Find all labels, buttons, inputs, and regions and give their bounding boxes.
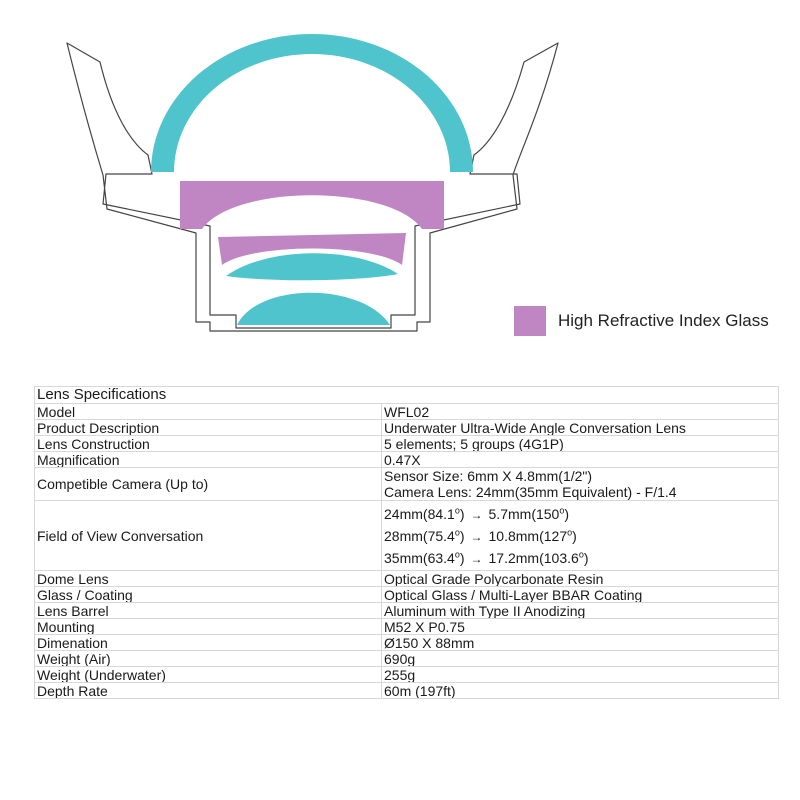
table-row xyxy=(35,571,779,587)
spec-value: Optical Grade Polycarbonate Resin xyxy=(382,571,779,587)
table-row xyxy=(35,587,779,603)
spec-value: 255g xyxy=(382,667,779,683)
table-title: Lens Specifications xyxy=(35,387,779,404)
spec-value: WFL02 xyxy=(382,404,779,420)
spec-label: Depth Rate xyxy=(35,683,382,699)
degree-mark: o xyxy=(567,526,573,537)
spec-value xyxy=(382,501,779,571)
spec-label: Product Description xyxy=(35,420,382,436)
table-row xyxy=(35,420,779,436)
fov-from-angle: 84.1 xyxy=(427,505,455,522)
meniscus-lens-element xyxy=(226,253,398,280)
spec-value: Underwater Ultra-Wide Angle Conversation Lens xyxy=(382,420,779,436)
spec-label: Lens Construction xyxy=(35,436,382,452)
fov-from-focal: 28mm xyxy=(384,527,423,544)
high-refractive-element-1 xyxy=(180,181,444,229)
degree-mark: o xyxy=(454,504,460,515)
table-row xyxy=(35,452,779,468)
table-row xyxy=(35,468,779,501)
legend-swatch xyxy=(514,306,546,336)
spec-value xyxy=(382,468,779,501)
spec-value: 5 elements; 5 groups (4G1P) xyxy=(382,436,779,452)
spec-label: Lens Barrel xyxy=(35,603,382,619)
table-row xyxy=(35,619,779,635)
spec-label: Glass / Coating xyxy=(35,587,382,603)
table-row xyxy=(35,501,779,571)
fov-from-angle: 63.4 xyxy=(427,549,455,566)
spec-label: Dimenation xyxy=(35,635,382,651)
fov-to-focal: 10.8mm xyxy=(488,527,540,544)
table-row xyxy=(35,404,779,420)
spec-value: 0.47X xyxy=(382,452,779,468)
spec-label: Magnification xyxy=(35,452,382,468)
table-row xyxy=(35,436,779,452)
camera-lens-line: Camera Lens: 24mm(35mm Equivalent) - F/1.4 xyxy=(384,484,677,500)
dome-lens-element xyxy=(151,34,473,172)
table-row xyxy=(35,683,779,699)
degree-mark: o xyxy=(559,504,565,515)
fov-to-angle: 127 xyxy=(543,527,568,544)
spec-label: Mounting xyxy=(35,619,382,635)
spec-value: M52 X P0.75 xyxy=(382,619,779,635)
spec-value: Optical Glass / Multi-Layer BBAR Coating xyxy=(382,587,779,603)
table-title-row xyxy=(35,387,779,404)
spec-label: Weight (Underwater) xyxy=(35,667,382,683)
fov-to-focal: 17.2mm xyxy=(488,549,540,566)
spec-value: 60m (197ft) xyxy=(382,683,779,699)
fov-from-focal: 24mm xyxy=(384,505,423,522)
degree-mark: o xyxy=(578,548,584,559)
fov-from-angle: 75.4 xyxy=(427,527,455,544)
degree-mark: o xyxy=(454,526,460,537)
arrow-icon: → xyxy=(470,551,483,566)
spec-label: Competible Camera (Up to) xyxy=(35,468,382,501)
fov-line: $35mm(63.4^o) \to 17.2mm(103.6^o)$ xyxy=(384,547,778,569)
arrow-icon: → xyxy=(470,507,483,522)
rear-lens-element xyxy=(237,293,390,325)
spec-label: Weight (Air) xyxy=(35,651,382,667)
spec-label: Dome Lens xyxy=(35,571,382,587)
table-row xyxy=(35,651,779,667)
fov-to-angle: 150 xyxy=(535,505,560,522)
degree-mark: o xyxy=(454,548,460,559)
fov-line: $24mm(84.1^o) \to 5.7mm(150^o)$ xyxy=(384,503,778,525)
spec-label: Field of View Conversation xyxy=(35,501,382,571)
sensor-size-line: Sensor Size: 6mm X 4.8mm(1/2") xyxy=(384,468,593,484)
fov-to-angle: 103.6 xyxy=(543,549,579,566)
table-row xyxy=(35,667,779,683)
table-row xyxy=(35,635,779,651)
spec-value: Aluminum with Type II Anodizing xyxy=(382,603,779,619)
fov-from-focal: 35mm xyxy=(384,549,423,566)
lens-specifications-table xyxy=(34,386,779,699)
table-row xyxy=(35,603,779,619)
fov-to-focal: 5.7mm xyxy=(488,505,532,522)
diagram-legend xyxy=(514,306,769,336)
spec-label: Model xyxy=(35,404,382,420)
arrow-icon: → xyxy=(470,529,483,544)
fov-line: $28mm(75.4^o) \to 10.8mm(127^o)$ xyxy=(384,525,778,547)
spec-value: 690g xyxy=(382,651,779,667)
spec-value: Ø150 X 88mm xyxy=(382,635,779,651)
legend-label: High Refractive Index Glass xyxy=(558,311,769,330)
